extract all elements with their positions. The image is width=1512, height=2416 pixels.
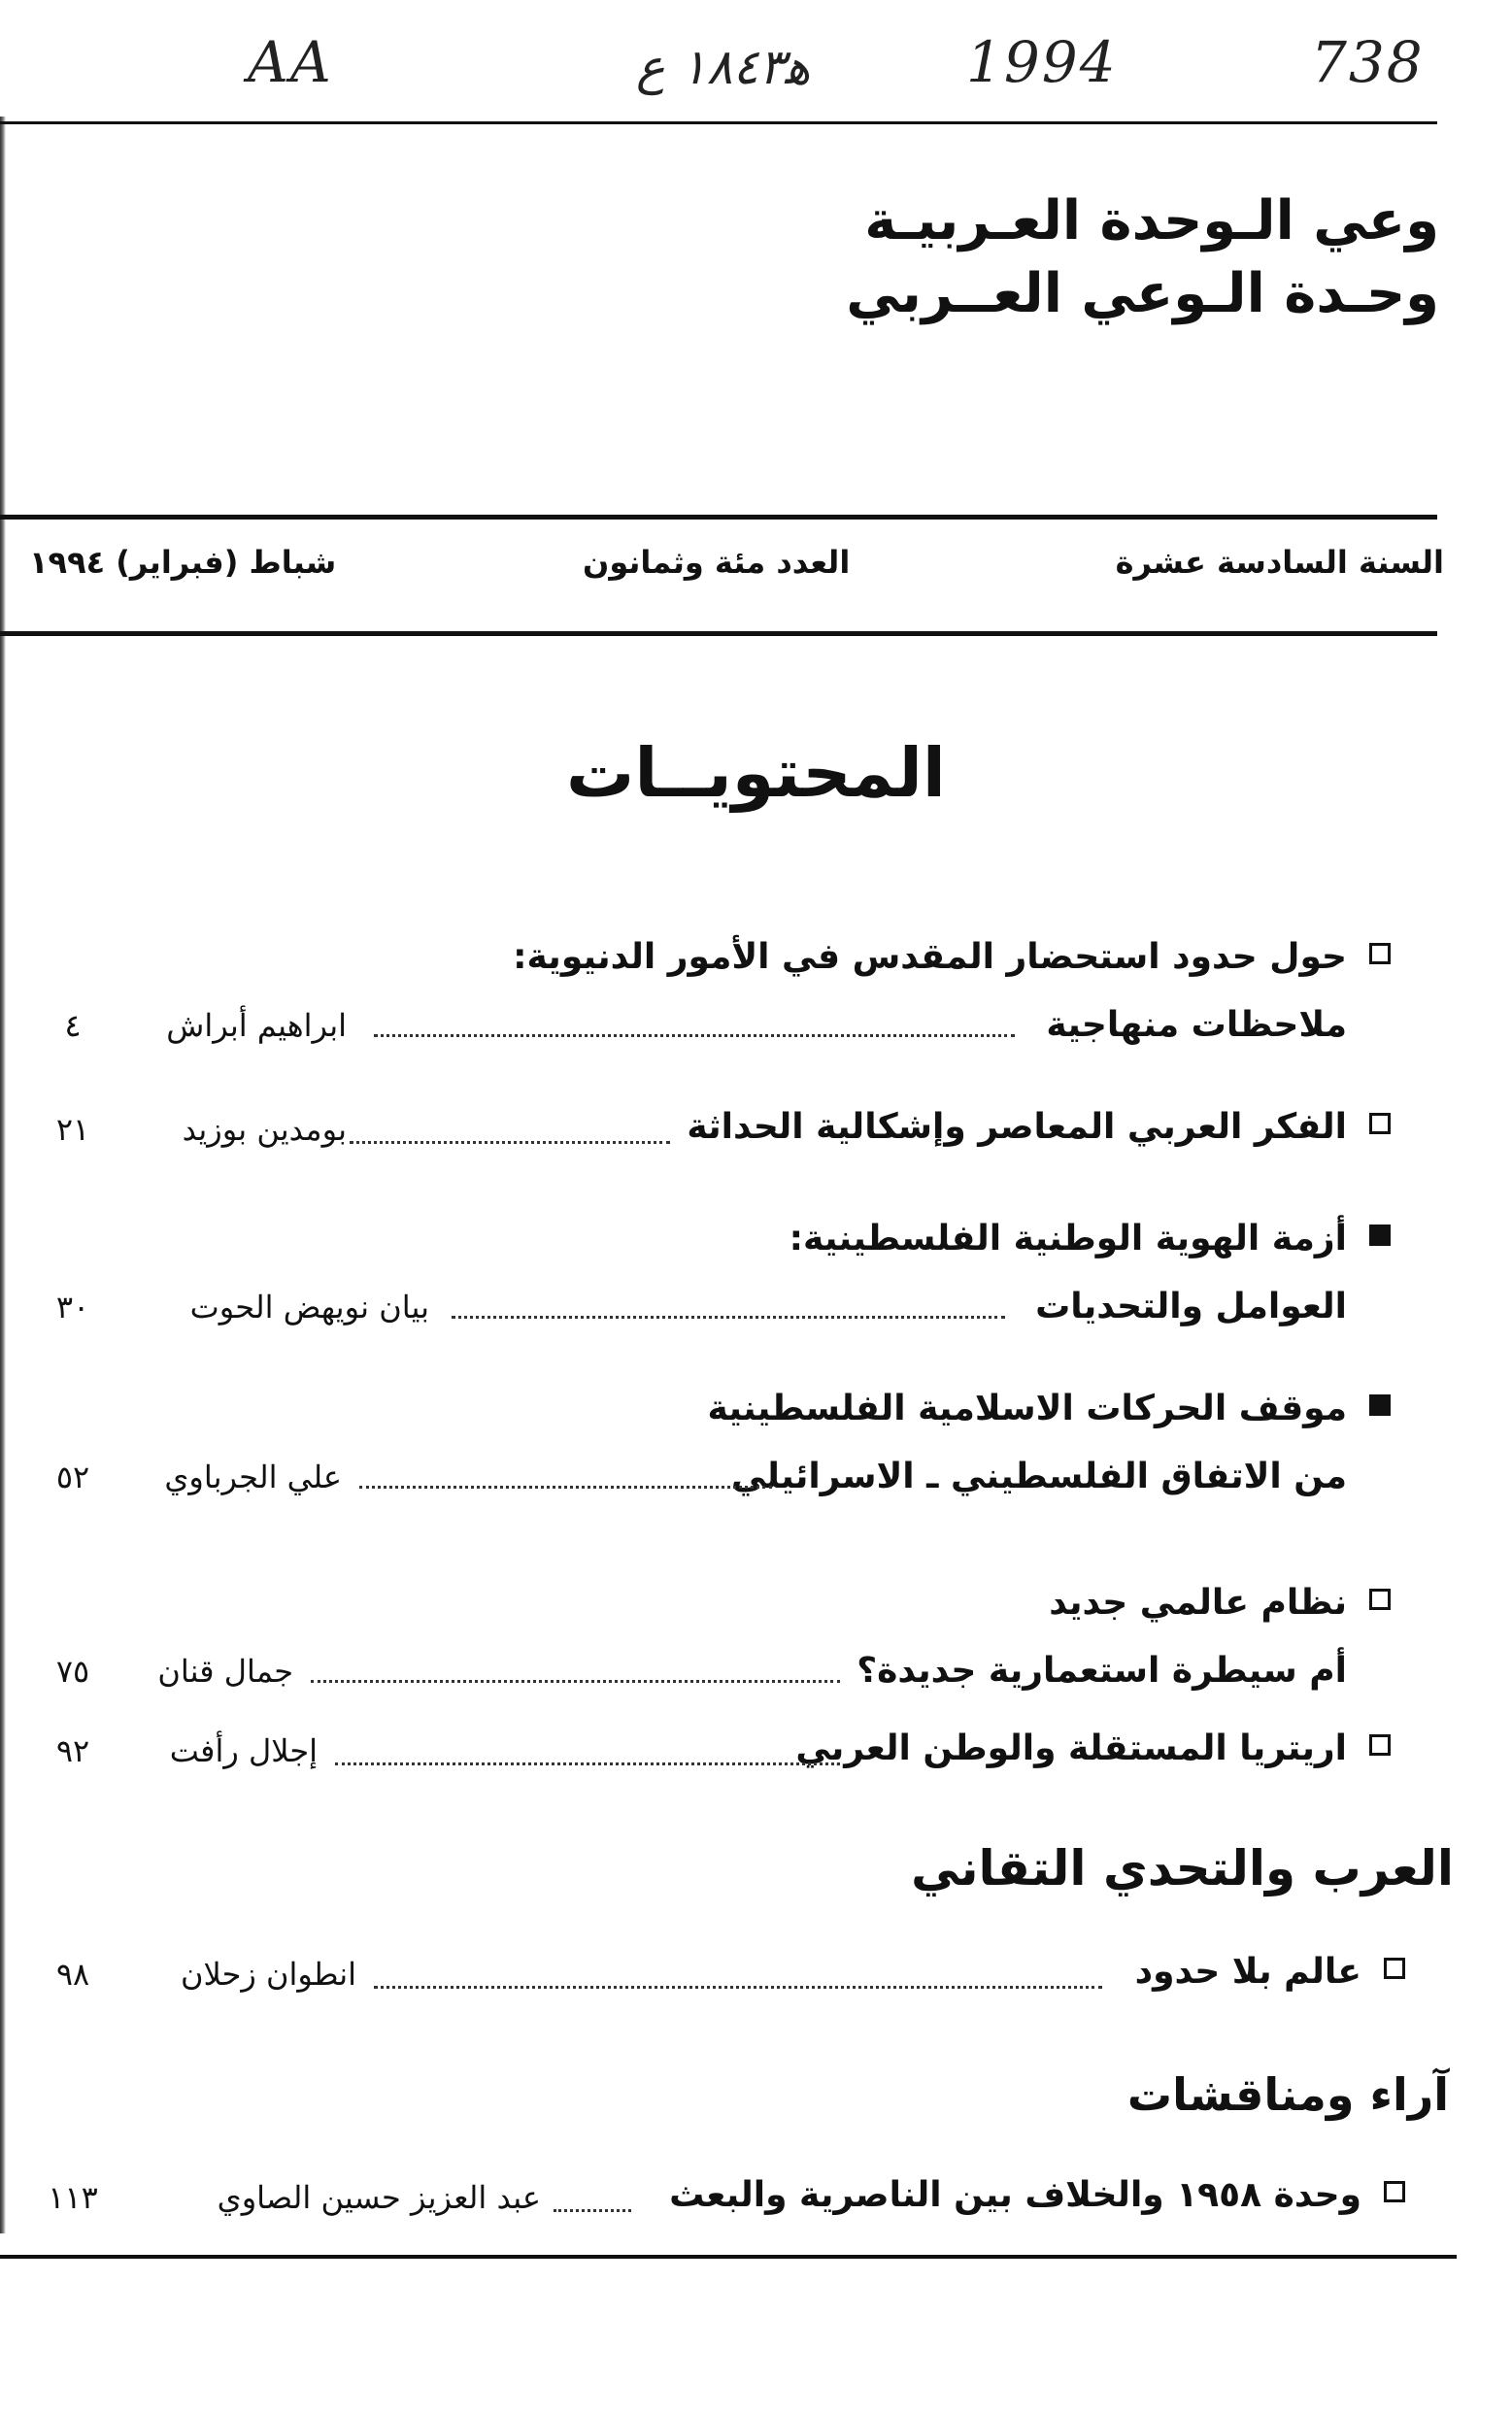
dot-leader <box>452 1316 1005 1319</box>
entry-page-number: ٩٢ <box>55 1732 90 1769</box>
entry-page-number: ٥٢ <box>55 1459 90 1495</box>
entry-title: الفكر العربي المعاصر وإشكالية الحداثة <box>687 1107 1347 1147</box>
entry-author: جمال قنان <box>157 1653 293 1690</box>
entry-page-number: ٤ <box>64 1007 82 1044</box>
dot-leader <box>374 1034 1015 1037</box>
issue-number: العدد مئة وثمانون <box>583 544 851 581</box>
entry-title: نظام عالمي جديد <box>1049 1583 1347 1623</box>
handwritten-note-right: 738 <box>1311 29 1425 95</box>
entry-title: اريتريا المستقلة والوطن العربي <box>795 1728 1347 1768</box>
toc-entry <box>0 2175 1512 2233</box>
toc-entry <box>0 1583 1512 1699</box>
dot-leader <box>359 1486 772 1489</box>
entry-subtitle: من الاتفاق الفلسطيني ـ الاسرائيلي <box>731 1457 1347 1496</box>
dot-leader <box>554 2209 631 2212</box>
handwritten-note-year: 1994 <box>966 29 1118 95</box>
entry-page-number: ١١٣ <box>48 2179 98 2216</box>
handwritten-note-left: AA <box>248 29 333 95</box>
entry-page-number: ٣٠ <box>55 1289 90 1325</box>
entry-author: انطوان زحلان <box>181 1956 356 1993</box>
issue-info-top-rule <box>0 515 1437 520</box>
issue-date: شباط (فبراير) ١٩٩٤ <box>29 544 337 581</box>
contents-heading: المحتويــات <box>566 733 946 813</box>
toc-entry <box>0 1952 1512 2010</box>
filled-square-marker-icon <box>1369 1225 1391 1246</box>
journal-title-line-1: وعي الـوحدة العـربيـة <box>864 189 1439 252</box>
entry-subtitle: العوامل والتحديات <box>1035 1287 1347 1326</box>
toc-entry <box>0 937 1512 1054</box>
dot-leader <box>311 1680 840 1683</box>
entry-title: موقف الحركات الاسلامية الفلسطينية <box>707 1389 1347 1428</box>
empty-square-marker-icon <box>1369 1734 1391 1756</box>
empty-square-marker-icon <box>1369 1589 1391 1610</box>
section-heading-technology: العرب والتحدي التقاني <box>911 1840 1454 1896</box>
entry-author: عبد العزيز حسين الصاوي <box>217 2179 541 2216</box>
journal-title-line-2: وحـدة الـوعي العــربي <box>846 262 1439 325</box>
entry-author: علي الجرباوي <box>164 1459 342 1495</box>
entry-author: بومدين بوزيد <box>182 1111 347 1148</box>
entry-title: أزمة الهوية الوطنية الفلسطينية: <box>789 1219 1347 1258</box>
entry-author: بيان نويهض الحوت <box>189 1289 429 1325</box>
entry-page-number: ٩٨ <box>55 1956 90 1993</box>
empty-square-marker-icon <box>1369 1113 1391 1134</box>
empty-square-marker-icon <box>1384 1958 1405 1979</box>
dot-leader <box>335 1762 840 1765</box>
empty-square-marker-icon <box>1384 2181 1405 2202</box>
handwritten-note-center: ﻫ١٨٤٣ ع <box>636 39 811 95</box>
scan-binding-edge <box>0 117 6 2233</box>
bottom-rule <box>0 2255 1457 2259</box>
entry-title: حول حدود استحضار المقدس في الأمور الدنيوية: <box>513 937 1347 977</box>
toc-entry <box>0 1728 1512 1787</box>
dot-leader <box>374 1986 1102 1989</box>
toc-entry <box>0 1389 1512 1505</box>
entry-author: إجلال رأفت <box>169 1732 318 1769</box>
entry-title: وحدة ١٩٥٨ والخلاف بين الناصرية والبعث <box>669 2175 1361 2215</box>
entry-title: عالم بلا حدود <box>1134 1952 1361 1992</box>
empty-square-marker-icon <box>1369 943 1391 964</box>
issue-year: السنة السادسة عشرة <box>1115 544 1444 581</box>
toc-entry <box>0 1219 1512 1335</box>
entry-page-number: ٧٥ <box>55 1653 90 1690</box>
dot-leader <box>350 1141 670 1144</box>
toc-entry <box>0 1107 1512 1165</box>
entry-subtitle: ملاحظات منهاجية <box>1046 1005 1347 1045</box>
entry-subtitle: أم سيطرة استعمارية جديدة؟ <box>857 1651 1347 1691</box>
issue-info-bottom-rule <box>0 631 1437 636</box>
top-rule <box>0 121 1437 124</box>
filled-square-marker-icon <box>1369 1394 1391 1416</box>
section-heading-opinions: آراء ومناقشات <box>1126 2068 1449 2121</box>
entry-author: ابراهيم أبراش <box>166 1007 347 1044</box>
entry-page-number: ٢١ <box>55 1111 90 1148</box>
